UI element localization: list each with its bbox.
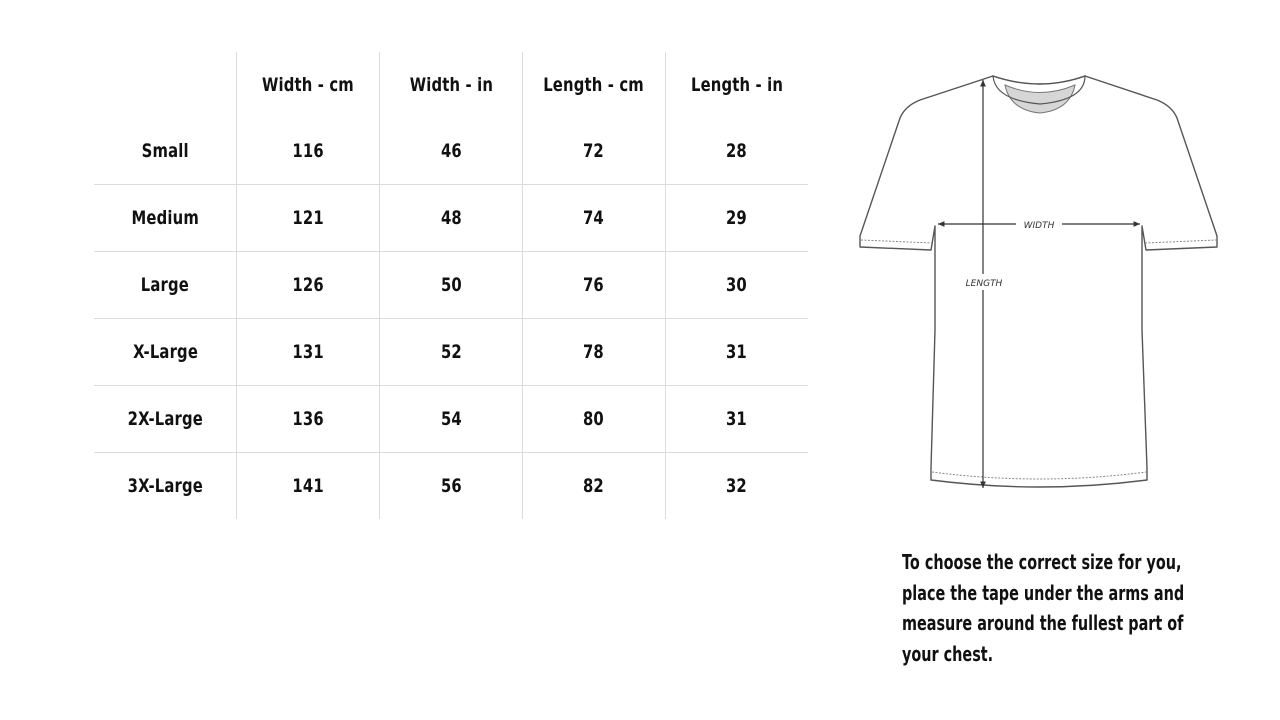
size-label: 3X-Large (127, 475, 203, 497)
size-cell (94, 386, 237, 453)
size-label: Medium (131, 207, 199, 229)
length-in-cell (665, 185, 808, 252)
value: 82 (583, 475, 605, 497)
width-label: WIDTH (1023, 221, 1055, 231)
value: 80 (583, 408, 605, 430)
value: 74 (583, 207, 605, 229)
tshirt-measurement-diagram (850, 66, 1230, 506)
table-row (94, 252, 808, 319)
instruction-line: measure around the fullest part of (902, 611, 1184, 635)
value: 126 (292, 274, 324, 296)
width-cm-cell (237, 386, 380, 453)
value: 76 (583, 274, 605, 296)
size-label: Large (141, 274, 190, 296)
value: 31 (726, 408, 748, 430)
size-cell (94, 453, 237, 520)
length-cm-cell (522, 252, 665, 319)
header-length-in (665, 52, 808, 118)
width-in-cell (380, 319, 523, 386)
size-cell (94, 252, 237, 319)
header-label: Length - in (690, 74, 783, 96)
table-row (94, 453, 808, 520)
length-in-cell (665, 319, 808, 386)
value: 28 (726, 140, 748, 162)
header-width-cm (237, 52, 380, 118)
value: 52 (440, 341, 462, 363)
value: 72 (583, 140, 605, 162)
width-cm-cell (237, 185, 380, 252)
width-cm-cell (237, 453, 380, 520)
value: 48 (440, 207, 462, 229)
instruction-line: your chest. (902, 641, 994, 666)
header-label: Width - cm (262, 74, 355, 96)
header-empty (94, 52, 237, 118)
header-width-in (380, 52, 523, 118)
length-in-cell (665, 252, 808, 319)
value: 32 (726, 475, 748, 497)
length-cm-cell (522, 185, 665, 252)
table-header-row (94, 52, 808, 118)
table-row (94, 118, 808, 185)
size-label: Small (141, 140, 189, 162)
measurement-instructions (902, 547, 1185, 669)
instruction-line: place the tape under the arms and (902, 580, 1185, 605)
value: 136 (292, 408, 324, 430)
value: 54 (440, 408, 462, 430)
length-in-cell (665, 453, 808, 520)
length-in-cell (665, 386, 808, 453)
width-in-cell (380, 252, 523, 319)
length-label: LENGTH (965, 279, 1003, 289)
size-cell (94, 185, 237, 252)
table-row (94, 185, 808, 252)
value: 116 (292, 140, 324, 162)
length-cm-cell (522, 118, 665, 185)
table-row (94, 319, 808, 386)
value: 56 (440, 475, 462, 497)
size-cell (94, 319, 237, 386)
size-cell (94, 118, 237, 185)
table-row (94, 386, 808, 453)
width-in-cell (380, 185, 523, 252)
header-label: Length - cm (543, 74, 645, 96)
width-cm-cell (237, 118, 380, 185)
value: 50 (440, 274, 462, 296)
width-in-cell (380, 118, 523, 185)
length-cm-cell (522, 453, 665, 520)
length-cm-cell (522, 386, 665, 453)
value: 30 (726, 274, 748, 296)
width-in-cell (380, 386, 523, 453)
value: 46 (440, 140, 462, 162)
header-length-cm (522, 52, 665, 118)
value: 78 (583, 341, 605, 363)
value: 29 (726, 207, 748, 229)
width-in-cell (380, 453, 523, 520)
width-cm-cell (237, 319, 380, 386)
value: 141 (292, 475, 324, 497)
tshirt-outline (860, 76, 1217, 487)
value: 121 (292, 207, 324, 229)
value: 131 (292, 341, 324, 363)
width-cm-cell (237, 252, 380, 319)
size-label: 2X-Large (127, 408, 203, 430)
value: 31 (726, 341, 748, 363)
header-label: Width - in (409, 74, 493, 96)
length-cm-cell (522, 319, 665, 386)
instruction-line: To choose the correct size for you, (902, 550, 1182, 574)
size-label: X-Large (132, 341, 198, 363)
length-in-cell (665, 118, 808, 185)
size-chart-table (94, 52, 808, 519)
